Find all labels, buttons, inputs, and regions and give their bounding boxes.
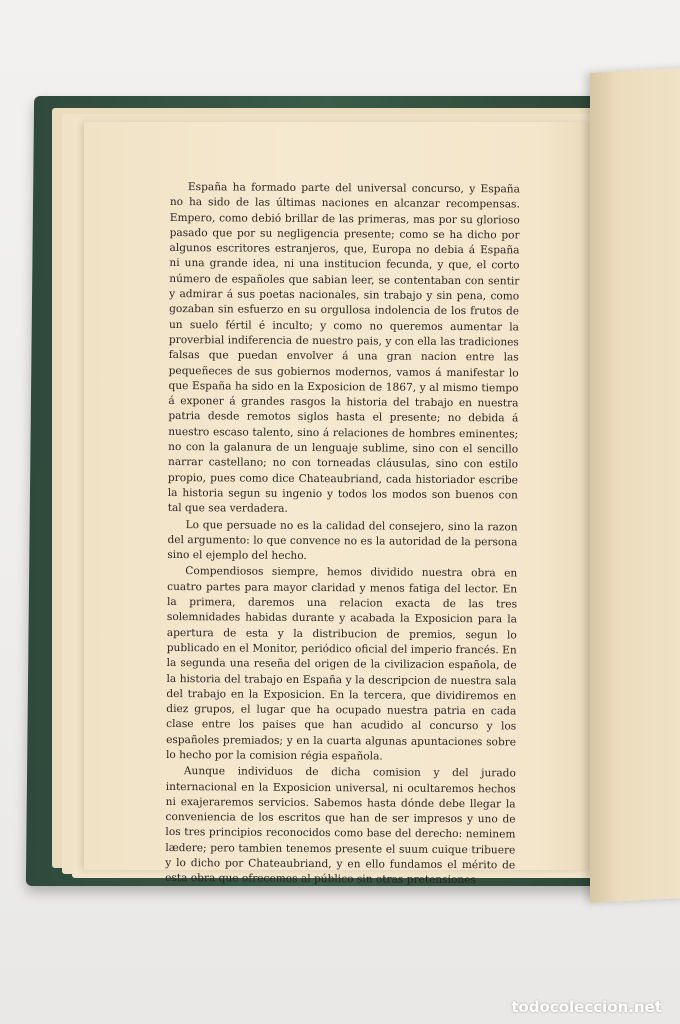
paragraph: Lo que persuade no es la calidad del consejero, sino la razon del argumento: lo que convence no es la autoridad de la persona sino el ejemplo del hecho. [167,518,518,563]
watermark-logo: todocoleccion.net [511,998,662,1016]
right-page [590,67,680,903]
paragraph: España ha formado parte del universal concurso, y España no ha sido de las últimas naciones en alcanzar recompensas. Empero, como debió brillar de las primeras, mas por su glorioso pasado que por su negligencia presente; como se ha dicho por algunos escritores estranjeros, que, Europa no debia á España ni una grande idea, ni una institucion fecunda, y que, el corto número de españoles que sabian leer, se contentaban con sentir y admirar á sus poetas nacionales, sin trabajo y sin pena, como gozaban sin esfuerzo en su orgullosa indolencia de los frutos de un suelo fértil é inculto; y como no queremos aumentar la proverbial indiferencia de nuestro pais, y con ella las tradiciones falsas que puedan envolver á una gran nacion entre las pequeñeces de sus gobiernos modernos, vamos á manifestar lo que España ha sido en la Exposicion de 1867, y al mismo tiempo á exponer á grandes rasgos la historia del trabajo en nuestra patria desde remotos siglos hasta el presente; no debida á nuestro escaso talento, sino á relaciones de hombres eminentes; no con la galanura de un lenguaje sublime, sino con el sencillo narrar castellano; no con torneadas cláusulas, sino con estilo propio, pues como dice Chateaubriand, cada historiador escribe la historia segun su ingenio y todos los modos son buenos con tal que sea verdadera. [167,181,520,516]
paragraph: Compendiosos siempre, hemos dividido nuestra obra en cuatro partes para mayor claridad y menos fatiga del lector. En la primera, daremos una relacion exacta de las tres solemnidades habidas durante y acabada la Exposicion para la apertura de esta y la distribucion de premios, segun lo publicado en el Monitor, periódico oficial del imperio francés. En la segunda una reseña del origen de la civilizacion española, de la historia del trabajo en España y la descripcion de nuestra sala del trabajo en la Exposicion. En la tercera, que dividiremos en diez grupos, el lugar que ha ocupado nuestra patria en cada clase entre los paises que han acudido al concurso y los españoles premiados; y en la cuarta algunas apuntaciones sobre lo hecho por la comision régia española. [165,565,518,763]
page-text [165,180,520,890]
paragraph: Aunque individuos de dicha comision y del jurado internacional en la Exposicion universal, ni ocultaremos hechos ni exajeraremos servicios. Sabemos hasta dónde debe llegar la conveniencia de los escritos que han de ser impresos y uno de los tres principios reconocidos como base del derecho: neminem lædere; pero tambien tenemos presente el suum cuique tribuere y lo dicho por Chateaubriand, y en ello fundamos el mérito de esta obra que ofrecemos al público sin otras pretensiones [165,765,516,887]
